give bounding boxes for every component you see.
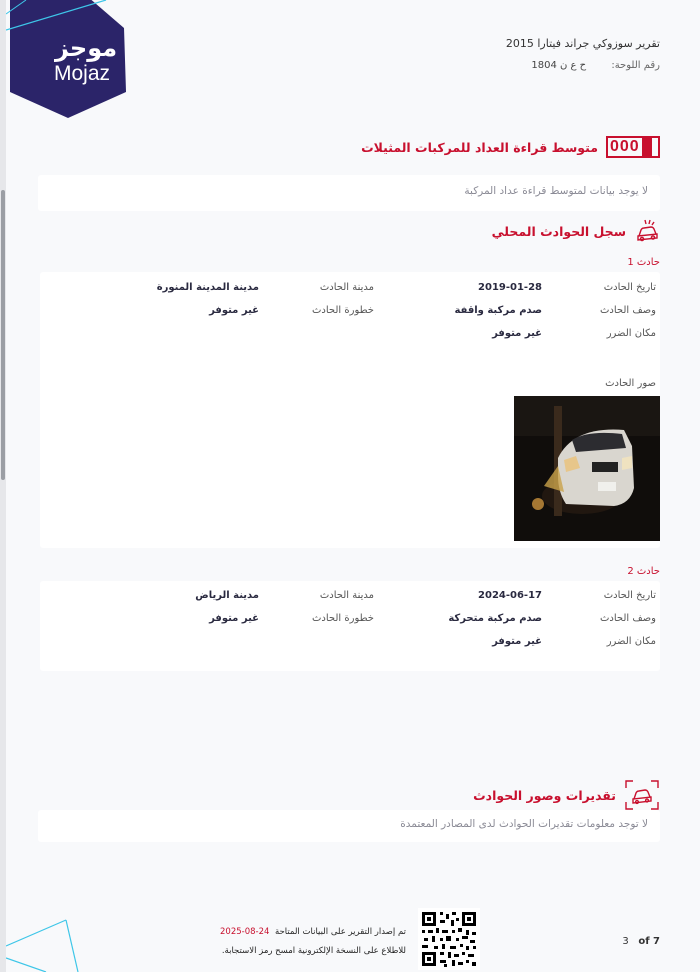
accidents-title: سجل الحوادث المحلي (491, 223, 626, 239)
accident-1-severity: غير متوفر (209, 305, 259, 316)
accident-1-label: حادث 1 (627, 257, 660, 268)
scrollbar-thumb[interactable] (1, 190, 5, 480)
car-crash-icon (634, 218, 660, 244)
page-total: of 7 (638, 936, 660, 947)
footer-issue-date: 2025-08-24 (220, 927, 270, 937)
accident-1-photo[interactable] (514, 396, 660, 541)
accident-2-city-label: مدينة الحادث (319, 590, 374, 601)
estimates-card (38, 810, 660, 842)
accident-1-city: مدينة المدينة المنورة (156, 282, 259, 293)
accident-2-desc: صدم مركبة متحركة (448, 613, 542, 624)
odometer-card (38, 175, 660, 211)
crashed-car-image (514, 396, 660, 541)
accident-1-damage-label: مكان الضرر (606, 328, 656, 339)
accident-1-date-label: تاريخ الحادث (603, 282, 656, 293)
estimates-section-header (473, 779, 660, 811)
accident-2-desc-label: وصف الحادث (599, 613, 656, 624)
odometer-digits: 000 (610, 138, 640, 155)
accident-2-card (40, 581, 660, 671)
accident-2-city: مدينة الرياض (195, 590, 259, 601)
estimates-empty-message: لا توجد معلومات تقديرات الحوادث لدى المصادر المعتمدة (400, 818, 648, 830)
plate-value: ح ع ن 1804 (531, 60, 587, 71)
qr-code[interactable] (418, 908, 480, 970)
accident-2-damage: غير متوفر (492, 636, 542, 647)
accident-2-damage-label: مكان الضرر (606, 636, 656, 647)
odometer-icon (606, 136, 660, 158)
accidents-section-header (492, 218, 660, 244)
plate-label: رقم اللوحة: (611, 60, 660, 71)
accident-1-city-label: مدينة الحادث (319, 282, 374, 293)
page-number (622, 936, 660, 947)
page-current: 3 (622, 936, 629, 947)
logo-english: Mojaz (54, 62, 111, 85)
accident-1-date: 2019-01-28 (478, 282, 542, 293)
accident-1-desc-label: وصف الحادث (599, 305, 656, 316)
footer-decoration-icon (6, 900, 96, 972)
accident-1-damage: غير متوفر (492, 328, 542, 339)
report-title: تقرير سوزوكي جراند فيتارا 2015 (505, 37, 660, 50)
accident-1-photos-label: صور الحادث (605, 378, 656, 389)
logo-arabic: موجز (55, 34, 118, 62)
odometer-section-header (361, 136, 660, 158)
odometer-title: متوسط قراءة العداد للمركبات المثيلات (361, 139, 598, 155)
accident-2-date: 2024-06-17 (478, 590, 542, 601)
mojaz-logo (6, 0, 136, 125)
car-scan-icon (624, 779, 660, 811)
accident-2-label: حادث 2 (627, 566, 660, 577)
accident-1-desc: صدم مركبة واقفة (454, 305, 542, 316)
accident-2-severity-label: خطورة الحادث (312, 613, 374, 624)
odometer-empty-message: لا يوجد بيانات لمتوسط قراءة عداد المركبة (464, 185, 648, 197)
accident-2-severity: غير متوفر (209, 613, 259, 624)
plate-info (531, 60, 660, 71)
qr-code-icon (418, 908, 480, 970)
accident-1-severity-label: خطورة الحادث (312, 305, 374, 316)
footer-issued-text: تم إصدار التقرير على البيانات المتاحة (274, 927, 406, 937)
accident-2-date-label: تاريخ الحادث (603, 590, 656, 601)
footer-scan-text: للاطلاع على النسخة الإلكترونية امسح رمز الاستجابة. (221, 946, 406, 956)
estimates-title: تقديرات وصور الحوادث (473, 787, 616, 803)
report-page (6, 0, 700, 972)
